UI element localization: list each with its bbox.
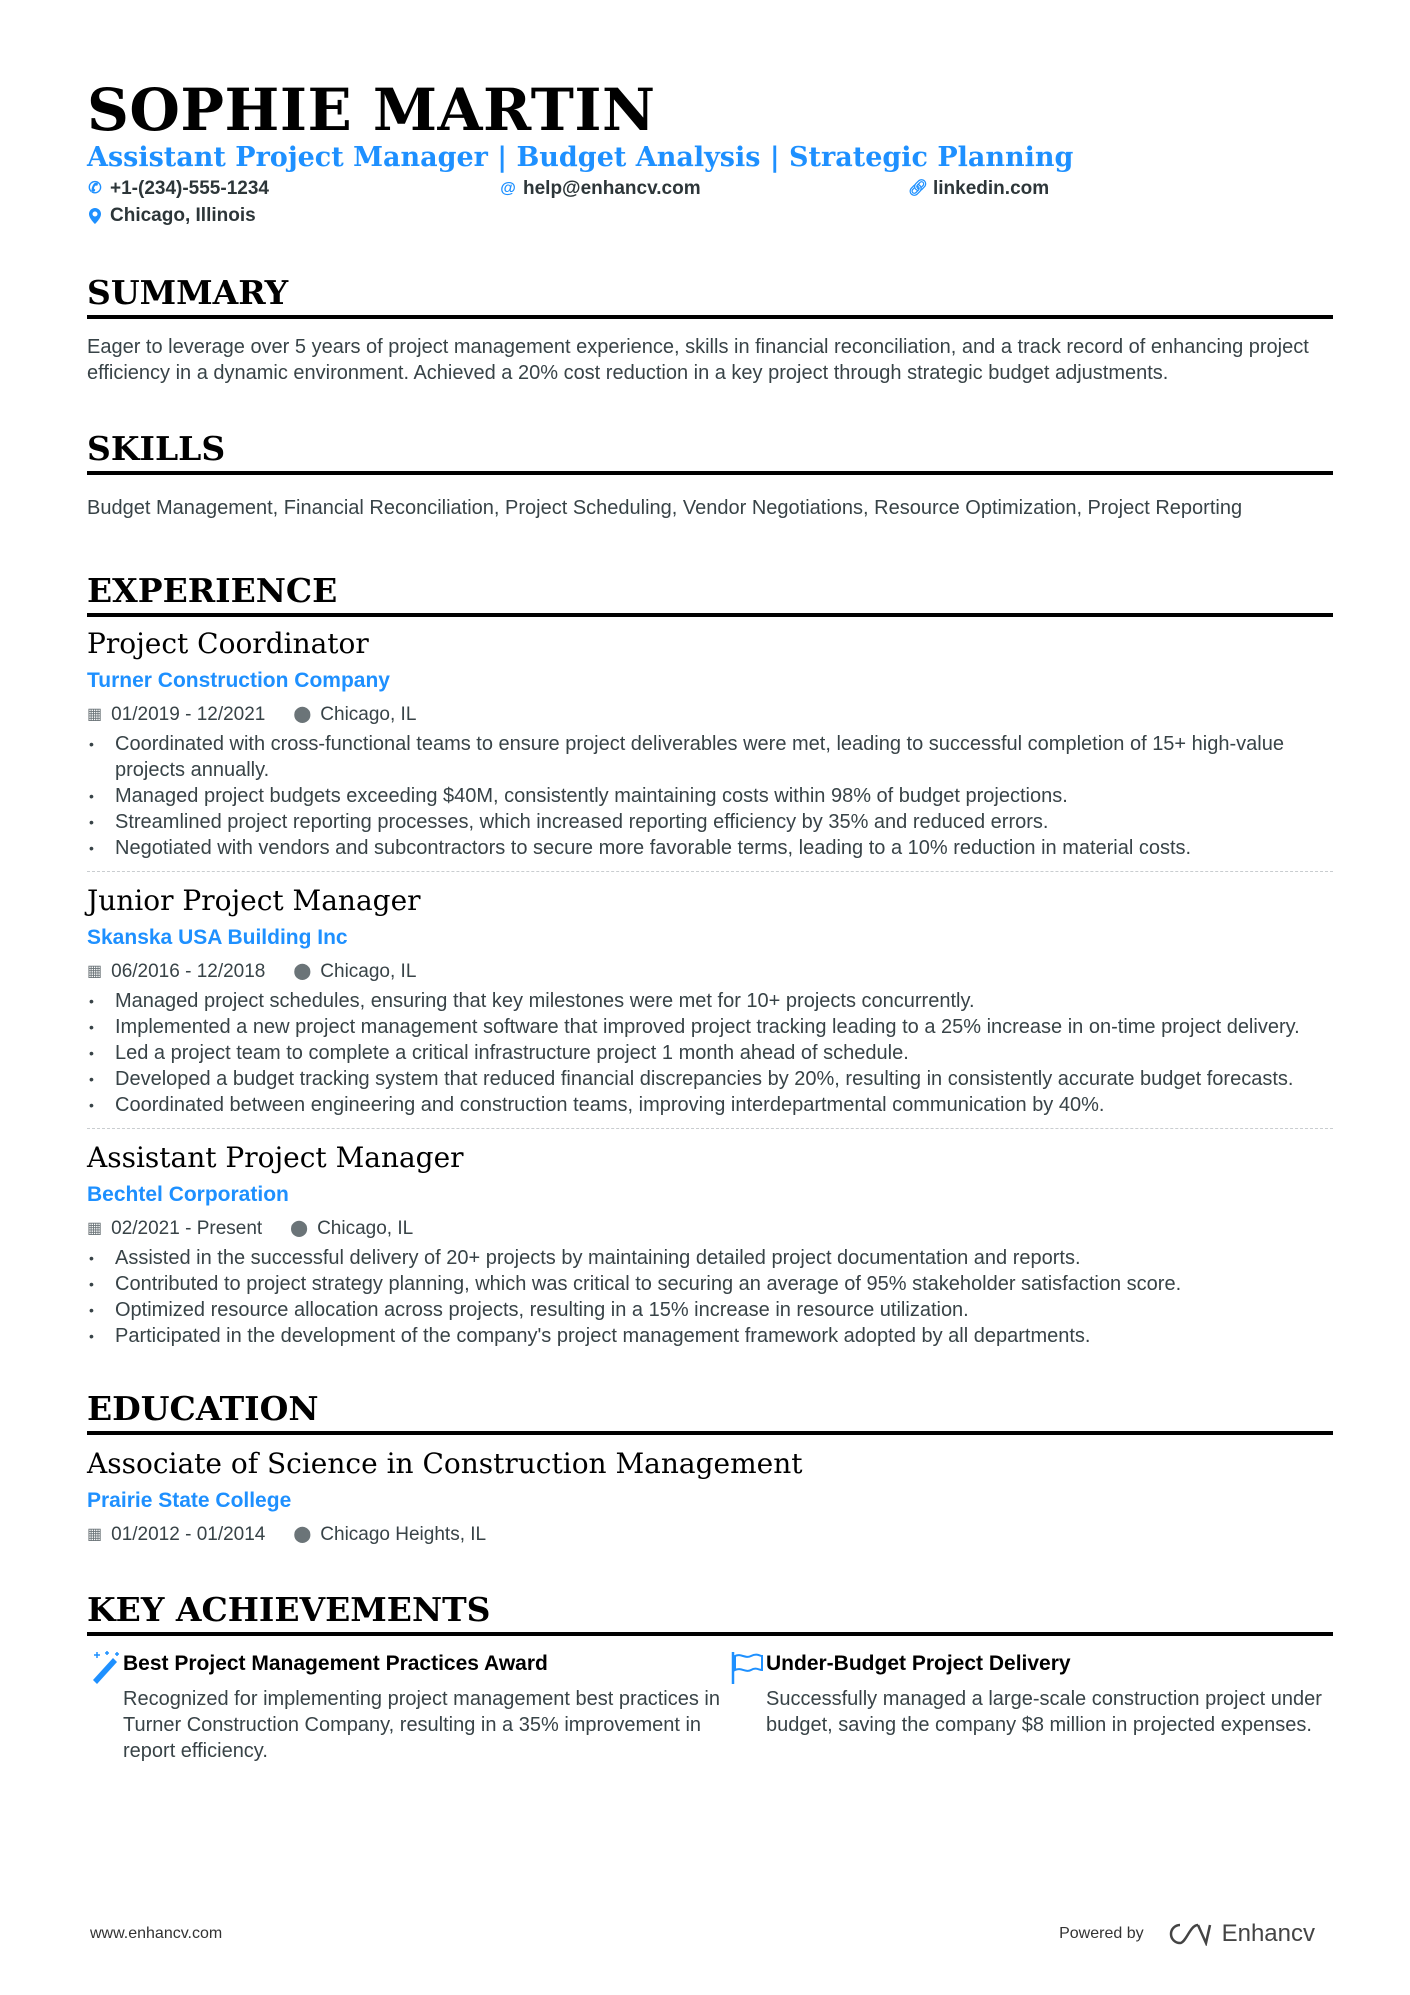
- education-heading: EDUCATION: [87, 1389, 1333, 1435]
- enhancv-logo-icon: [1166, 1922, 1212, 1946]
- job-dates: 01/2019 - 12/2021: [111, 704, 266, 725]
- job-title: Assistant Project Manager: [87, 1141, 464, 1174]
- bullet-item: • Contributed to project strategy planning, which was critical to securing an average of 95% stakeholder satisfaction score.: [87, 1271, 1333, 1297]
- email-text[interactable]: help@enhancv.com: [523, 178, 701, 199]
- calendar-icon: ▦: [87, 963, 103, 980]
- experience-list: [87, 626, 1333, 1349]
- bullet-item: • Participated in the development of the company's project management framework adopted by all departments.: [87, 1323, 1333, 1349]
- job-meta: [87, 1215, 1333, 1243]
- location-pin-icon: ⬤: [290, 1220, 309, 1237]
- job-entry: [87, 626, 1333, 861]
- achievements-list: [87, 1650, 1333, 1764]
- experience-heading: EXPERIENCE: [87, 571, 1333, 617]
- bullet-item: • Developed a budget tracking system that reduced financial discrepancies by 20%, resulting in consistently accurate budget forecasts.: [87, 1066, 1333, 1092]
- job-location: Chicago, IL: [320, 961, 417, 982]
- summary-text: Eager to leverage over 5 years of project management experience, skills in financial reconciliation, and a track record of enhancing project efficiency in a dynamic environment. Achieved a 20% cost reduction in a key project through strategic budget adjustments.: [87, 336, 1309, 384]
- education-meta: [87, 1521, 1333, 1549]
- enhancv-logo[interactable]: [1166, 1920, 1315, 1948]
- achievement-item: [730, 1650, 1333, 1764]
- achievements-heading: KEY ACHIEVEMENTS: [87, 1590, 1333, 1636]
- bullet-item: • Managed project schedules, ensuring that key milestones were met for 10+ projects concurrently.: [87, 988, 1333, 1014]
- job-location: Chicago, IL: [320, 704, 417, 725]
- job-dates: 06/2016 - 12/2018: [111, 961, 266, 982]
- job-entry: [87, 1140, 1333, 1349]
- location-text: Chicago, Illinois: [110, 205, 256, 226]
- phone: [87, 175, 500, 202]
- email[interactable]: [500, 175, 910, 202]
- achievement-desc: Recognized for implementing project management best practices in Turner Construction Company, resulting in a 35% improvement in report efficiency.: [123, 1688, 720, 1762]
- job-title: Project Coordinator: [87, 627, 369, 660]
- bullet-item: • Coordinated between engineering and construction teams, improving interdepartmental communication by 40%.: [87, 1092, 1333, 1118]
- at-icon: @: [500, 180, 516, 197]
- job-meta: [87, 958, 1333, 986]
- headline: Assistant Project Manager | Budget Analysis | Strategic Planning: [87, 142, 1074, 173]
- calendar-icon: ▦: [87, 1526, 103, 1543]
- job-title: Junior Project Manager: [87, 884, 421, 917]
- job-entry: [87, 883, 1333, 1118]
- flag-icon: [730, 1650, 766, 1764]
- achievement-desc: Successfully managed a large-scale construction project under budget, saving the company $8 million in projected expenses.: [766, 1688, 1322, 1736]
- summary-heading: SUMMARY: [87, 273, 1333, 319]
- resume-page: [87, 0, 1333, 1764]
- location-pin-icon: [87, 208, 103, 224]
- job-divider: [87, 1128, 1333, 1129]
- company-name: Turner Construction Company: [87, 669, 390, 692]
- contact-info: [87, 175, 1333, 229]
- phone-text: +1-(234)-555-1234: [110, 178, 269, 199]
- link-icon: 🔗︎: [907, 180, 929, 197]
- job-dates: 02/2021 - Present: [111, 1218, 263, 1239]
- location-pin-icon: ⬤: [293, 706, 312, 723]
- job-location: Chicago, IL: [317, 1218, 414, 1239]
- degree: Associate of Science in Construction Management: [87, 1447, 803, 1480]
- skills-heading: SKILLS: [87, 429, 1333, 475]
- school: Prairie State College: [87, 1489, 292, 1512]
- magic-wand-icon: [87, 1650, 123, 1764]
- job-bullets: [87, 988, 1333, 1118]
- bullet-item: • Coordinated with cross-functional teams to ensure project deliverables were met, leading to successful completion of 15+ high-value projects annually.: [87, 731, 1333, 783]
- company-name: Bechtel Corporation: [87, 1183, 289, 1206]
- calendar-icon: ▦: [87, 706, 103, 723]
- candidate-name: SOPHIE MARTIN: [87, 76, 656, 144]
- link[interactable]: [907, 175, 1210, 202]
- bullet-item: • Negotiated with vendors and subcontractors to secure more favorable terms, leading to a 10% reduction in material costs.: [87, 835, 1333, 861]
- bullet-item: • Implemented a new project management software that improved project tracking leading to a 25% increase in on-time project delivery.: [87, 1014, 1333, 1040]
- calendar-icon: ▦: [87, 1220, 103, 1237]
- location-pin-icon: ⬤: [293, 1526, 312, 1543]
- enhancv-wordmark: Enhancv: [1221, 1920, 1315, 1947]
- powered-by: [1059, 1920, 1315, 1948]
- link-text[interactable]: linkedin.com: [933, 178, 1050, 199]
- education-location: Chicago Heights, IL: [320, 1524, 487, 1545]
- footer: [90, 1920, 1315, 1948]
- job-meta: [87, 701, 1333, 729]
- powered-by-text: Powered by: [1059, 1925, 1144, 1942]
- achievement-item: [87, 1650, 730, 1764]
- website-link[interactable]: www.enhancv.com: [90, 1925, 223, 1942]
- job-divider: [87, 871, 1333, 872]
- job-bullets: [87, 1245, 1333, 1349]
- bullet-item: • Led a project team to complete a critical infrastructure project 1 month ahead of schedule.: [87, 1040, 1333, 1066]
- bullet-item: • Streamlined project reporting processes, which increased reporting efficiency by 35% and reduced errors.: [87, 809, 1333, 835]
- achievement-title: Under-Budget Project Delivery: [766, 1652, 1071, 1675]
- location: [87, 202, 500, 229]
- bullet-item: • Managed project budgets exceeding $40M, consistently maintaining costs within 98% of budget projections.: [87, 783, 1333, 809]
- phone-icon: ✆: [88, 180, 102, 197]
- achievement-title: Best Project Management Practices Award: [123, 1652, 548, 1675]
- education-dates: 01/2012 - 01/2014: [111, 1524, 266, 1545]
- bullet-item: • Assisted in the successful delivery of 20+ projects by maintaining detailed project documentation and reports.: [87, 1245, 1333, 1271]
- bullet-item: • Optimized resource allocation across projects, resulting in a 15% increase in resource utilization.: [87, 1297, 1333, 1323]
- company-name: Skanska USA Building Inc: [87, 926, 348, 949]
- job-bullets: [87, 731, 1333, 861]
- skills-text: Budget Management, Financial Reconciliation, Project Scheduling, Vendor Negotiations, Resource Optimization, Project Reporting: [87, 497, 1243, 519]
- location-pin-icon: ⬤: [293, 963, 312, 980]
